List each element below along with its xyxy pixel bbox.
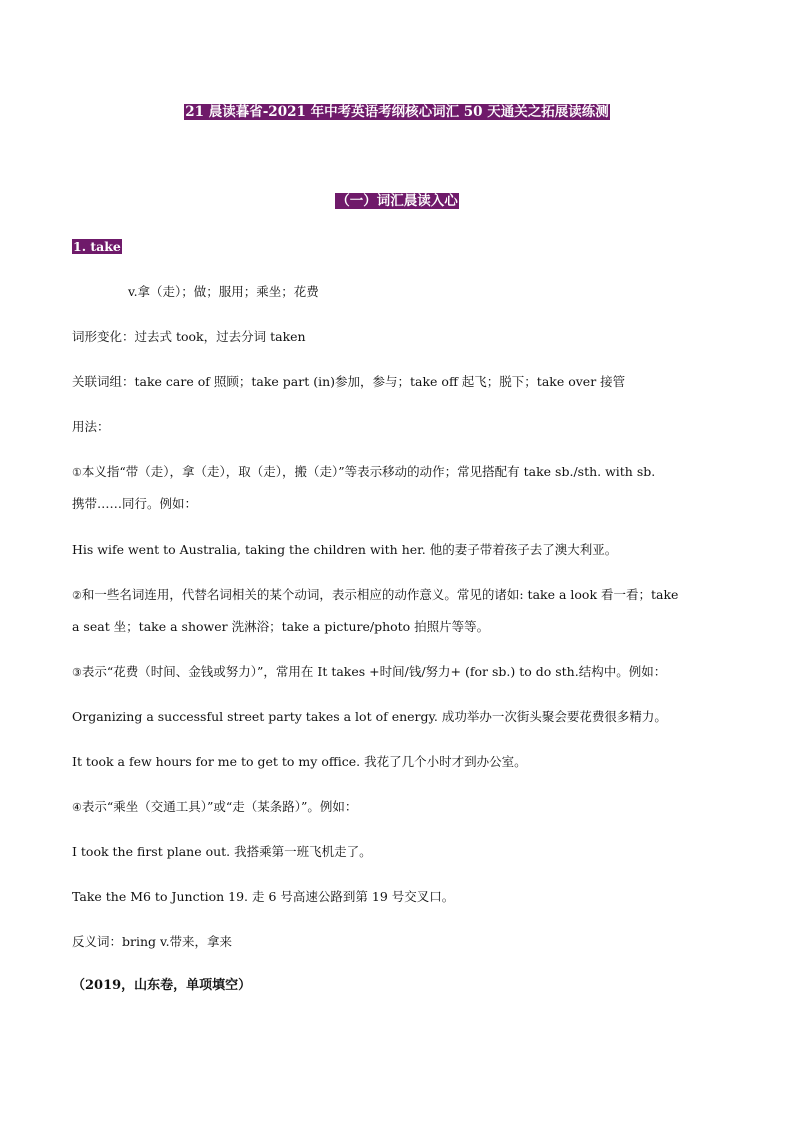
entry-heading-line [72,239,722,255]
usage3-line1 [72,664,722,681]
exercise-heading: （2019，山东卷，单项填空） [72,978,252,993]
usage3-text: 表示“花费（时间、金钱或努力）”，常用在 It takes +时间/钱/努力+ (for sb.) to do sth.结构中。例如： [81,664,667,679]
usage1-line2: 携带……同行。例如： [72,496,198,511]
section-title-line [0,193,794,209]
example2-line: Organizing a successful street party takes a lot of energy. 成功举办一次街头聚会要花费很多精力。 [72,709,667,724]
document-title: 21 晨读暮省-2021 年中考英语考纲核心词汇 50 天通关之拓展读练测 [185,104,609,120]
phrases-line: 关联词组：take care of 照顾；take part (in)参加，参与；take off 起飞；脱下；take over 接管 [72,374,626,389]
usage1-marker: ① [72,466,82,479]
antonym-line: 反义词：bring v.带来，拿来 [72,934,233,949]
usage2-text: 和一些名词连用，代替名词相关的某个动词，表示相应的动作意义。常见的诸如: take a look 看一看；take [81,587,679,602]
meaning-line: v.拿（走）；做；服用；乘坐；花费 [128,284,319,299]
section-title: （一）词汇晨读入心 [336,193,458,209]
entry-heading: 1. take [73,239,121,254]
usage4-text: 表示“乘坐（交通工具）”或“走（某条路）”。例如： [81,799,358,814]
example4-line: I took the first plane out. 我搭乘第一班飞机走了。 [72,844,372,859]
usage1-text: 本义指“带（走），拿（走），取（走），搬（走）”等表示移动的动作；常见搭配有 take sb./sth. with sb. [81,464,656,479]
example3-line: It took a few hours for me to get to my office. 我花了几个小时才到办公室。 [72,754,527,769]
example5-line: Take the M6 to Junction 19. 走 6 号高速公路到第 19 号交叉口。 [72,889,455,904]
example1-line: His wife went to Australia, taking the children with her. 他的妻子带着孩子去了澳大利亚。 [72,542,618,557]
usage-label: 用法： [72,419,110,434]
forms-line: 词形变化：过去式 took，过去分词 taken [72,329,306,344]
document-title-line [0,104,794,120]
usage2-line1 [72,587,722,604]
usage3-marker: ③ [72,666,82,679]
usage2-line2: a seat 坐；take a shower 洗淋浴；take a picture/photo 拍照片等等。 [72,619,490,634]
usage4-line1 [72,799,722,816]
usage1-line1 [72,464,722,481]
usage4-marker: ④ [72,801,82,814]
usage2-marker: ② [72,589,82,602]
